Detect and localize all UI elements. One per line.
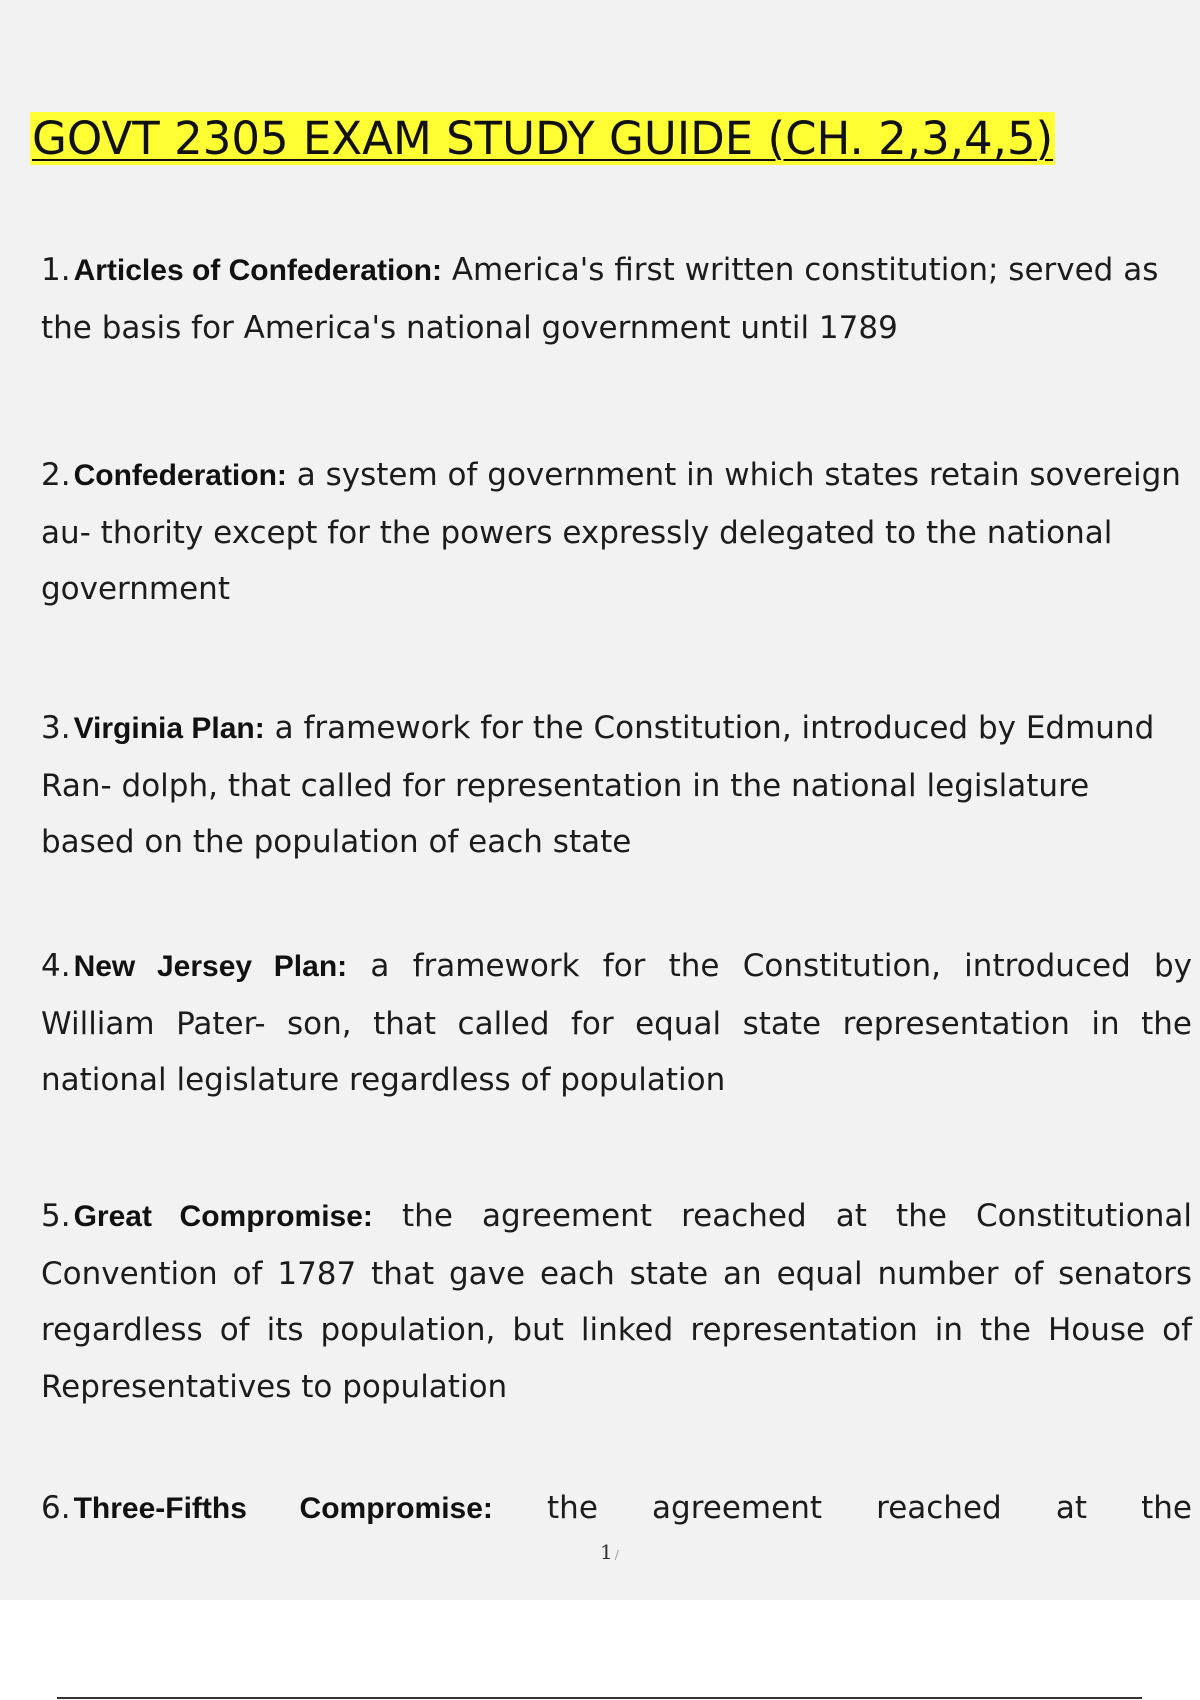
term-definition: America's first written constitution; served as the basis for America's national government until 1789 bbox=[41, 252, 1159, 346]
term-name: Articles of Confederation: bbox=[73, 254, 442, 287]
term-name: Three-Fifths Compromise: bbox=[73, 1492, 493, 1525]
term-number: 5. bbox=[41, 1198, 71, 1234]
term-item bbox=[41, 1188, 1192, 1415]
page-number bbox=[600, 1540, 619, 1564]
term-number: 3. bbox=[41, 710, 71, 746]
term-definition: a framework for the Constitution, introduced by Edmund Ran- dolph, that called for representation in the national legislature based on the population of each state bbox=[41, 710, 1155, 860]
term-name: Confederation: bbox=[73, 459, 287, 492]
term-item bbox=[41, 700, 1192, 871]
term-definition: the agreement reached at the Constitutional Convention of 1787 that gave each state an equal number of senators regardless of its population, but linked representation in the House of Representatives to population bbox=[41, 1198, 1192, 1405]
term-item bbox=[41, 1480, 1192, 1538]
term-number: 6. bbox=[41, 1490, 71, 1526]
term-definition: a framework for the Constitution, introduced by William Pater- son, that called for equal state representation in the national legislature regardless of population bbox=[41, 948, 1193, 1098]
page-number-value: 1 bbox=[600, 1540, 613, 1564]
term-name: Virginia Plan: bbox=[73, 712, 265, 745]
term-number: 4. bbox=[41, 948, 71, 984]
term-item bbox=[41, 447, 1192, 618]
term-name: Great Compromise: bbox=[73, 1200, 373, 1233]
page-number-suffix: / bbox=[614, 1548, 619, 1562]
page-title-text: GOVT 2305 EXAM STUDY GUIDE (CH. 2,3,4,5) bbox=[32, 112, 1054, 165]
term-item bbox=[41, 242, 1192, 356]
term-item bbox=[41, 938, 1192, 1109]
term-definition: the agreement reached at the bbox=[547, 1490, 1192, 1526]
term-number: 1. bbox=[41, 252, 71, 288]
term-definition: a system of government in which states retain sovereign au- thority except for the powers expressly delegated to the national government bbox=[41, 457, 1181, 607]
page-title bbox=[30, 108, 1055, 170]
term-number: 2. bbox=[41, 457, 71, 493]
term-name: New Jersey Plan: bbox=[73, 950, 348, 983]
footer-divider bbox=[57, 1697, 1142, 1699]
